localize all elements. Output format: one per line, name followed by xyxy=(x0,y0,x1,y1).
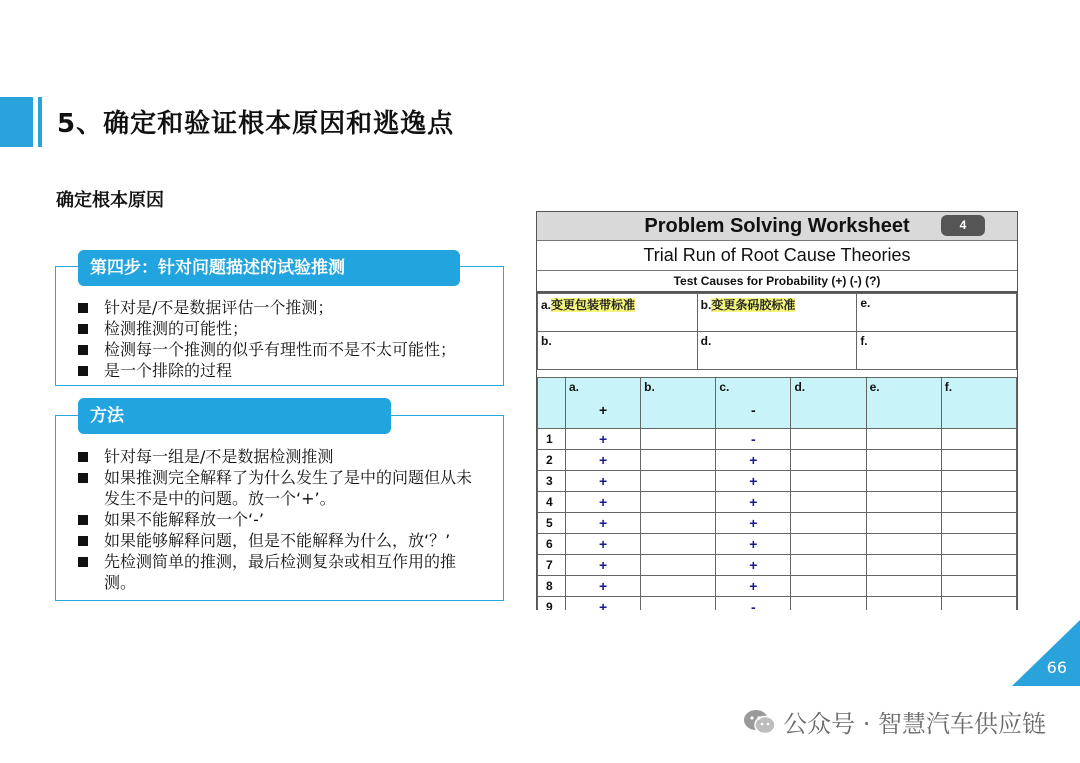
worksheet-title-bar xyxy=(537,212,1017,241)
theory-cell-f: f. xyxy=(857,332,1017,370)
result-cell: + xyxy=(566,534,641,555)
list-item: 如果不能解释放一个‘-’ xyxy=(78,509,483,530)
result-cell xyxy=(866,597,941,611)
row-number: 9 xyxy=(538,597,566,611)
result-cell xyxy=(941,513,1016,534)
result-cell xyxy=(641,492,716,513)
result-cell: - xyxy=(716,429,791,450)
theories-table xyxy=(537,293,1017,370)
grid-column-header: d. xyxy=(791,378,866,429)
result-cell xyxy=(866,513,941,534)
table-row xyxy=(538,555,1017,576)
result-cell xyxy=(641,471,716,492)
result-cell xyxy=(866,429,941,450)
section-subtitle: 确定根本原因 xyxy=(56,190,164,211)
result-cell xyxy=(641,450,716,471)
worksheet-test-line: Test Causes for Probability (+) (-) (?) xyxy=(537,271,1017,293)
bullet-square-icon xyxy=(78,557,88,567)
result-cell: + xyxy=(716,492,791,513)
table-row xyxy=(538,450,1017,471)
table-row xyxy=(538,492,1017,513)
result-cell: + xyxy=(566,471,641,492)
results-grid-header xyxy=(538,378,1017,429)
method-box xyxy=(55,415,504,601)
bullet-square-icon xyxy=(78,345,88,355)
result-cell xyxy=(866,492,941,513)
result-cell xyxy=(641,597,716,611)
result-cell xyxy=(941,597,1016,611)
grid-column-header: b. xyxy=(641,378,716,429)
theory-a-text: 变更包装带标准 xyxy=(551,298,636,312)
result-cell: + xyxy=(716,450,791,471)
list-item: 检测每一个推测的似乎有理性而不是不太可能性； xyxy=(78,339,478,360)
grid-column-header: c. - xyxy=(716,378,791,429)
list-item: 先检测简单的推测，最后检测复杂或相互作用的推测。 xyxy=(78,551,483,593)
list-item: 是一个排除的过程 xyxy=(78,360,478,381)
bullet-square-icon xyxy=(78,324,88,334)
result-cell xyxy=(941,576,1016,597)
result-cell xyxy=(866,450,941,471)
bullet-square-icon xyxy=(78,473,88,483)
list-item: 如果推测完全解释了为什么发生了是中的问题但从未发生不是中的问题。放一个‘+’。 xyxy=(78,467,483,509)
result-cell xyxy=(866,555,941,576)
row-number: 6 xyxy=(538,534,566,555)
result-cell xyxy=(866,471,941,492)
theory-b-text: 变更条码胶标准 xyxy=(711,298,796,312)
result-cell xyxy=(791,429,866,450)
theory-cell-b2: b. xyxy=(538,332,698,370)
row-number: 8 xyxy=(538,576,566,597)
bullet-square-icon xyxy=(78,515,88,525)
header-mark: - xyxy=(751,402,756,418)
result-cell xyxy=(791,597,866,611)
row-number: 5 xyxy=(538,513,566,534)
problem-solving-worksheet xyxy=(536,211,1018,610)
table-row xyxy=(538,597,1017,611)
result-cell xyxy=(941,534,1016,555)
page-number: 66 xyxy=(1046,658,1067,677)
table-row xyxy=(538,513,1017,534)
result-cell xyxy=(641,534,716,555)
result-cell: - xyxy=(716,597,791,611)
theory-cell-e: e. xyxy=(857,294,1017,332)
result-cell xyxy=(641,429,716,450)
bullet-square-icon xyxy=(78,366,88,376)
table-row xyxy=(538,471,1017,492)
result-cell xyxy=(791,513,866,534)
wechat-icon xyxy=(743,708,777,736)
result-cell xyxy=(641,555,716,576)
grid-column-header: e. xyxy=(866,378,941,429)
result-cell: + xyxy=(716,555,791,576)
row-number: 2 xyxy=(538,450,566,471)
list-item: 针对是/不是数据评估一个推测； xyxy=(78,297,478,318)
result-cell xyxy=(641,513,716,534)
row-number: 7 xyxy=(538,555,566,576)
result-cell xyxy=(941,555,1016,576)
bullet-square-icon xyxy=(78,536,88,546)
result-cell: + xyxy=(716,534,791,555)
watermark-text: 公众号 · 智慧汽车供应链 xyxy=(783,710,1046,738)
result-cell: + xyxy=(716,513,791,534)
title-accent-bar xyxy=(0,97,33,147)
worksheet-subtitle: Trial Run of Root Cause Theories xyxy=(537,241,1017,271)
slide-title: 5、确定和验证根本原因和逃逸点 xyxy=(57,109,455,139)
result-cell xyxy=(941,429,1016,450)
step-heading: 第四步：针对问题描述的试验推测 xyxy=(78,250,460,286)
result-cell xyxy=(941,492,1016,513)
row-number: 3 xyxy=(538,471,566,492)
bullet-square-icon xyxy=(78,452,88,462)
bullet-square-icon xyxy=(78,303,88,313)
result-cell xyxy=(791,534,866,555)
results-grid xyxy=(537,377,1017,610)
method-bullet-list xyxy=(78,446,483,593)
grid-corner-cell xyxy=(538,378,566,429)
result-cell xyxy=(791,555,866,576)
result-cell: + xyxy=(566,597,641,611)
step-bullet-list xyxy=(78,297,478,381)
result-cell: + xyxy=(566,429,641,450)
result-cell xyxy=(791,471,866,492)
result-cell xyxy=(866,534,941,555)
grid-column-header: f. xyxy=(941,378,1016,429)
result-cell xyxy=(941,471,1016,492)
result-cell xyxy=(641,576,716,597)
result-cell xyxy=(791,492,866,513)
row-number: 1 xyxy=(538,429,566,450)
list-item: 针对每一组是/不是数据检测推测 xyxy=(78,446,483,467)
result-cell: + xyxy=(716,576,791,597)
theory-cell-a: a.变更包装带标准 xyxy=(538,294,698,332)
theory-cell-d: d. xyxy=(697,332,857,370)
table-row xyxy=(538,576,1017,597)
grid-column-header: a. + xyxy=(566,378,641,429)
result-cell xyxy=(791,450,866,471)
list-item: 如果能够解释问题，但是不能解释为什么，放‘？’ xyxy=(78,530,483,551)
result-cell: + xyxy=(566,513,641,534)
result-cell: + xyxy=(566,576,641,597)
result-cell xyxy=(866,576,941,597)
worksheet-title: Problem Solving Worksheet xyxy=(644,215,910,237)
result-cell: + xyxy=(566,492,641,513)
method-heading: 方法 xyxy=(78,398,391,434)
list-item: 检测推测的可能性； xyxy=(78,318,478,339)
worksheet-step-badge: 4 xyxy=(941,215,985,236)
result-cell xyxy=(791,576,866,597)
table-row xyxy=(538,534,1017,555)
result-cell: + xyxy=(566,555,641,576)
watermark xyxy=(743,704,1046,739)
result-cell: + xyxy=(716,471,791,492)
result-cell xyxy=(941,450,1016,471)
header-mark: + xyxy=(598,402,608,418)
result-cell: + xyxy=(566,450,641,471)
row-number: 4 xyxy=(538,492,566,513)
theory-cell-b: b.变更条码胶标准 xyxy=(697,294,857,332)
title-accent-line xyxy=(38,97,42,147)
table-row xyxy=(538,429,1017,450)
